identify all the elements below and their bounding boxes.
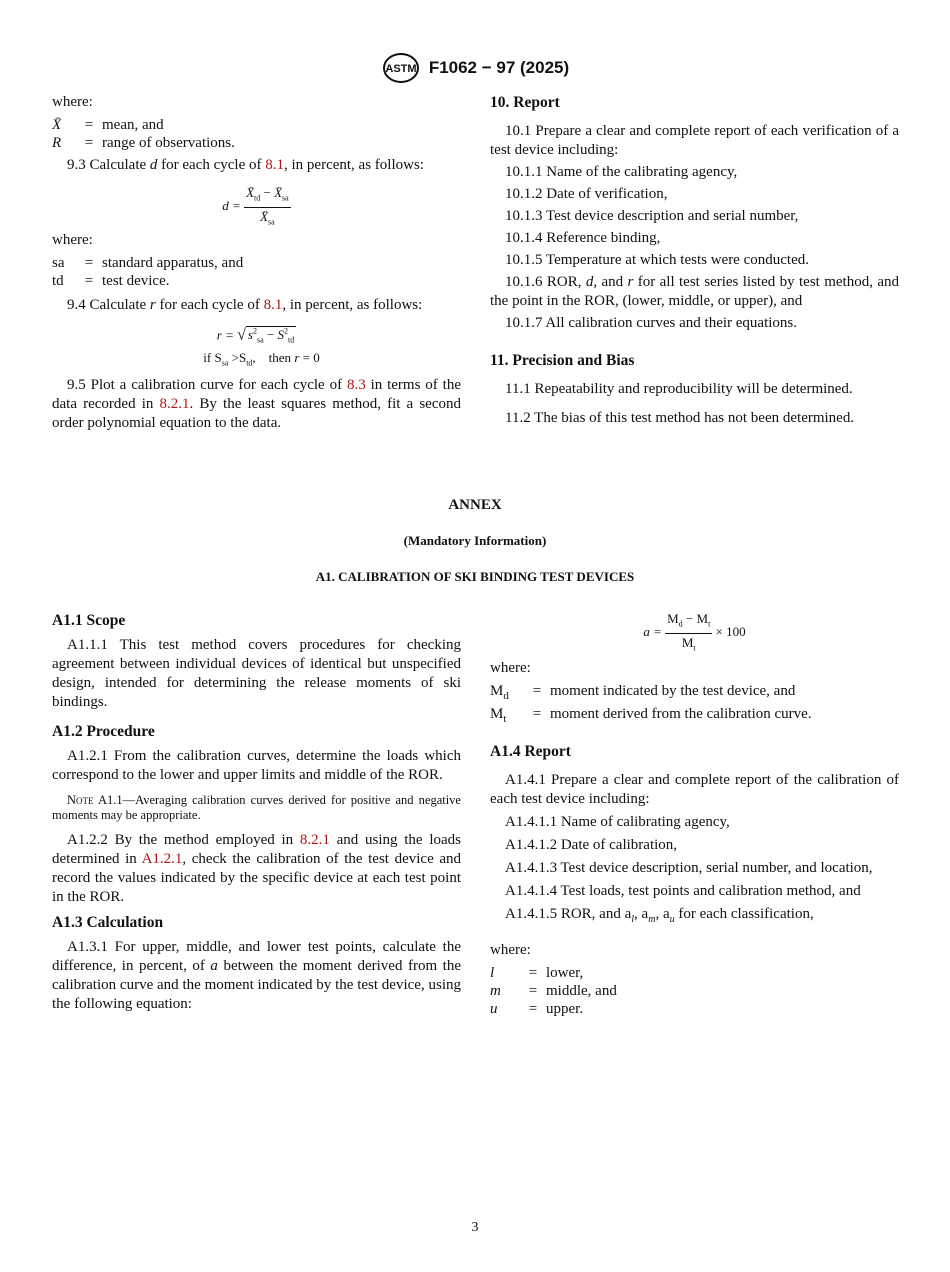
paragraph-10-1-6: 10.1.6 ROR, d, and r for all test series listed by test method, and the point in the ROR, (lower, middle, or upper), and <box>490 274 899 309</box>
paragraph-a1-3-1: A1.3.1 For upper, middle, and lower test points, calculate the difference, in percent, of a between the moment derived from the calibration curve and the moment indicated by the test device, using the following equation: <box>52 939 462 1012</box>
list-item: 10.1.4 Reference binding, <box>505 230 661 246</box>
paragraph-11-1: 11.1 Repeatability and reproducibility will be determined. <box>505 381 853 397</box>
equation-d: d = $\frac{X̄_{td} - X̄_{sa}}{X̄_{sa}}$ <box>222 185 289 227</box>
section-link[interactable]: 8.2.1 <box>299 832 330 848</box>
annex-heading: A1. CALIBRATION OF SKI BINDING TEST DEVICES <box>315 569 635 584</box>
annex-title: ANNEX <box>448 497 502 513</box>
section-link[interactable]: A1.2.1 <box>141 851 183 867</box>
definition-text: range of observations. <box>102 135 235 151</box>
page-header <box>0 50 950 86</box>
definition-row: R = range of observations. <box>52 135 235 151</box>
list-item: 10.1.1 Name of the calibrating agency, <box>505 164 738 180</box>
right-column-top <box>490 93 899 428</box>
section-link[interactable]: 8.2.1 <box>159 395 190 412</box>
left-column-top <box>52 93 461 433</box>
where-label: where: <box>52 94 93 110</box>
definition-row: X̄ = mean, and <box>52 117 164 133</box>
definition-symbol: X̄ <box>52 117 62 133</box>
paragraph-10-1: 10.1 Prepare a clear and complete report of each verification of a test device including: <box>490 123 899 158</box>
paragraph-a1-1-1: A1.1.1 This test method covers procedures for checking agreement between individual devices of identical but unspecified design, intended for determining the release moments of ski bindings. <box>52 637 461 710</box>
section-link[interactable]: 8.3 <box>346 376 366 393</box>
equation-r: r = √ $s^2_{sa} - S^2_{td}$ <box>216 326 295 345</box>
section-heading-calculation: A1.3 Calculation <box>52 914 164 931</box>
section-heading-report-annex: A1.4 Report <box>490 743 571 760</box>
svg-text:ASTM: ASTM <box>385 63 417 75</box>
definition-row: td = test device. <box>52 273 170 289</box>
note-a1-1: Note A1.1—Averaging calibration curves derived for positive and negative moments may be appropriate. <box>52 793 461 822</box>
paragraph-9-5: 9.5 Plot a calibration curve for each cycle of 8.3 in terms of the data recorded in 8.2.1. By the least squares method, fit a second order polynomial equation to the data. <box>52 376 461 431</box>
definition-row: l = lower, <box>490 965 584 981</box>
list-item: A1.4.1.1 Name of calibrating agency, <box>505 814 730 830</box>
page-number: 3 <box>471 1220 479 1235</box>
list-item: A1.4.1.5 ROR, and $a_l$, $a_m$, $a_u$ for each classification, <box>505 906 814 925</box>
definition-row: $M_d$ = moment indicated by the test device, and <box>490 683 796 702</box>
list-item: A1.4.1.4 Test loads, test points and calibration method, and <box>505 883 861 899</box>
paragraph-a1-2-1: A1.2.1 From the calibration curves, determine the loads which correspond to the lower and upper limits and middle of the ROR. <box>52 748 461 783</box>
list-item: 10.1.5 Temperature at which tests were conducted. <box>505 252 809 268</box>
right-column-annex <box>490 611 899 1018</box>
definition-text: mean, and <box>102 117 164 133</box>
definition-row: m = middle, and <box>490 983 617 999</box>
annex-subtitle: (Mandatory Information) <box>403 533 547 548</box>
where-label: where: <box>52 232 93 248</box>
paragraph-a1-4-1: A1.4.1 Prepare a clear and complete report of the calibration of each test device including: <box>490 772 899 807</box>
paragraph-9-3: 9.3 Calculate d for each cycle of 8.1, in percent, as follows: <box>67 157 424 173</box>
paragraph-11-2: 11.2 The bias of this test method has not been determined. <box>505 410 855 426</box>
list-item: 10.1.2 Date of verification, <box>505 186 668 202</box>
definition-symbol: R <box>52 135 62 151</box>
where-label: where: <box>490 942 531 958</box>
equation-r-condition: if $S_{sa} >S_{td}$, then r = 0 <box>203 349 320 368</box>
astm-logo-icon <box>381 52 421 84</box>
list-item: A1.4.1.2 Date of calibration, <box>505 837 678 853</box>
list-item: A1.4.1.3 Test device description, serial number, and location, <box>505 860 873 876</box>
equation-a: a = $\frac{M_d - M_t}{M_t}$ × 100 <box>643 611 746 653</box>
section-heading-scope: A1.1 Scope <box>52 612 126 629</box>
list-item: 10.1.3 Test device description and serial number, <box>505 208 799 224</box>
section-link[interactable]: 8.1 <box>265 157 284 173</box>
section-heading-report: 10. Report <box>490 94 560 111</box>
section-heading-procedure: A1.2 Procedure <box>52 723 155 740</box>
definition-row: $M_t$ = moment derived from the calibration curve. <box>490 706 812 725</box>
section-link[interactable]: 8.1 <box>263 297 283 313</box>
where-label: where: <box>490 660 531 676</box>
definition-row: sa = standard apparatus, and <box>52 255 244 271</box>
section-heading-precision: 11. Precision and Bias <box>490 352 635 369</box>
paragraph-a1-2-2: A1.2.2 By the method employed in 8.2.1 and using the loads determined in A1.2.1, check the calibration of the test device and record the values indicated by the specific device at each test point in the ROR. <box>52 832 462 905</box>
paragraph-9-4: 9.4 Calculate r for each cycle of 8.1, in percent, as follows: <box>67 297 423 313</box>
left-column-annex <box>52 611 461 1014</box>
document-id: F1062 − 97 (2025) <box>428 58 570 77</box>
paragraph-10-1-7: 10.1.7 All calibration curves and their equations. <box>505 315 798 331</box>
definition-row: u = upper. <box>490 1001 584 1017</box>
